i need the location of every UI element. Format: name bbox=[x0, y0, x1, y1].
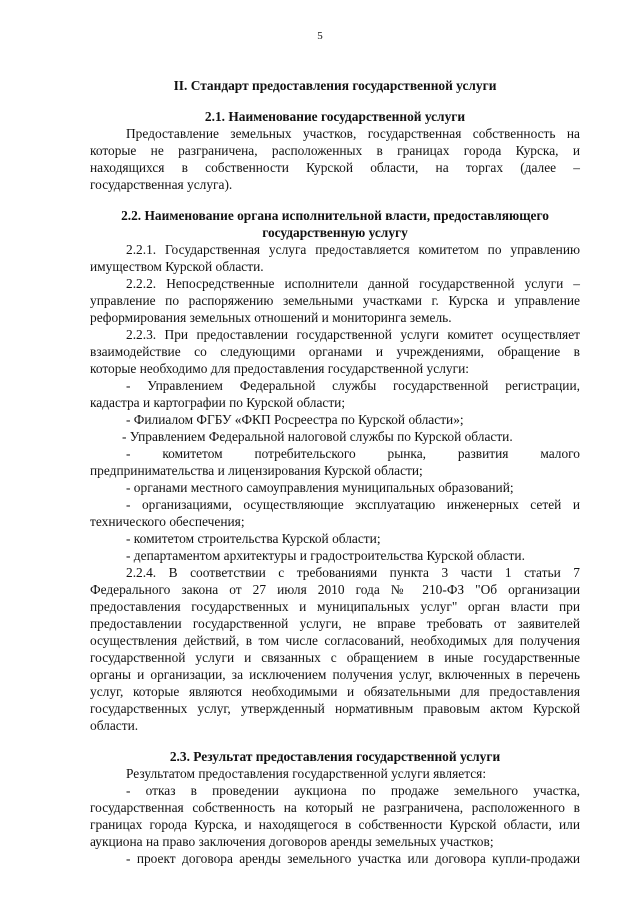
paragraph-line: области. bbox=[90, 718, 139, 733]
heading-2-3: 2.3. Результат предоставления государственной услуги bbox=[169, 749, 501, 764]
list-item: - Управлением Федеральной налоговой службы по Курской области. bbox=[122, 429, 513, 444]
list-item: - комитетом потребительского рынка, развития малого bbox=[126, 446, 580, 461]
list-item: - департаментом архитектуры и градостроительства Курской области. bbox=[126, 548, 525, 563]
list-item: - комитетом строительства Курской области; bbox=[126, 531, 381, 546]
paragraph-line: государственная услуга). bbox=[90, 177, 233, 192]
paragraph-line: реформирования земельных отношений и мониторинга земель. bbox=[90, 310, 452, 325]
paragraph-line: находящихся в собственности Курской области, на торгах (далее – bbox=[90, 160, 580, 175]
page-number: 5 bbox=[317, 30, 323, 42]
paragraph-line: 2.2.2. Непосредственные исполнители данной государственной услуги – bbox=[126, 276, 580, 291]
list-item: - Филиалом ФГБУ «ФКП Росреестра по Курской области»; bbox=[126, 412, 464, 427]
paragraph-line: 2.2.1. Государственная услуга предоставляется комитетом по управлению bbox=[126, 242, 580, 257]
paragraph-line: Результатом предоставления государственной услуги является: bbox=[126, 766, 487, 781]
list-item: - отказ в проведении аукциона по продаже земельного участка, bbox=[126, 783, 580, 798]
heading-2-2: 2.2. Наименование органа исполнительной власти, предоставляющего bbox=[121, 208, 549, 223]
heading-2-2-cont: государственную услугу bbox=[262, 225, 408, 240]
list-item-cont: границах города Курска, и находящегося в собственности Курской области, или bbox=[90, 817, 580, 832]
paragraph-line: предоставлении государственной услуги, не вправе требовать от заявителей bbox=[90, 616, 580, 631]
list-item-cont: кадастра и картографии по Курской области; bbox=[90, 395, 346, 410]
list-item: - Управлением Федеральной службы государственной регистрации, bbox=[126, 378, 580, 393]
list-item-cont: аукциона на право заключения договоров аренды земельных участков; bbox=[90, 834, 494, 849]
paragraph-line: Предоставление земельных участков, государственная собственность на bbox=[126, 126, 580, 141]
paragraph-line: предоставления государственных и муниципальных услуг" орган власти при bbox=[90, 599, 580, 614]
list-item-cont: технического обеспечения; bbox=[90, 514, 245, 529]
paragraph-line: которые необходимо для предоставления государственной услуги: bbox=[90, 361, 469, 376]
paragraph-line: имуществом Курской области. bbox=[90, 259, 264, 274]
heading-2-1: 2.1. Наименование государственной услуги bbox=[204, 109, 466, 124]
list-item-cont: государственная собственность на который не разграничена, расположенного в bbox=[90, 800, 580, 815]
paragraph-line: 2.2.4. В соответствии с требованиями пункта 3 части 1 статьи 7 bbox=[126, 565, 580, 580]
paragraph-line: осуществления действий, в том числе согласований, необходимых для получения bbox=[90, 633, 580, 648]
list-item: - проект договора аренды земельного участка или договора купли-продажи bbox=[126, 851, 580, 866]
list-item: - органами местного самоуправления муниципальных образований; bbox=[126, 480, 514, 495]
list-item-cont: предпринимательства и лицензирования Курской области; bbox=[90, 463, 423, 478]
paragraph-line: управление по распоряжению земельными участками г. Курска и управление bbox=[90, 293, 580, 308]
paragraph-line: взаимодействие со следующими органами и учреждениями, обращение в bbox=[90, 344, 580, 359]
paragraph-line: органы и организации, за исключением получения услуг, включенных в перечень bbox=[90, 667, 580, 682]
section-title: II. Стандарт предоставления государственной услуги bbox=[173, 78, 497, 93]
paragraph-line: Федерального закона от 27 июля 2010 года № 210-ФЗ "Об организации bbox=[90, 582, 580, 597]
paragraph-line: 2.2.3. При предоставлении государственной услуги комитет осуществляет bbox=[126, 327, 580, 342]
paragraph-line: услуг, которые являются необходимыми и обязательными для предоставления bbox=[90, 684, 580, 699]
list-item: - организациями, осуществляющие эксплуатацию инженерных сетей и bbox=[126, 497, 580, 512]
paragraph-line: государственной услуги и связанных с обращением в иные государственные bbox=[90, 650, 580, 665]
paragraph-line: которые не разграничена, расположенных в границах города Курска, и bbox=[90, 143, 580, 158]
paragraph-line: государственных услуг, утвержденный нормативным правовым актом Курской bbox=[90, 701, 580, 716]
